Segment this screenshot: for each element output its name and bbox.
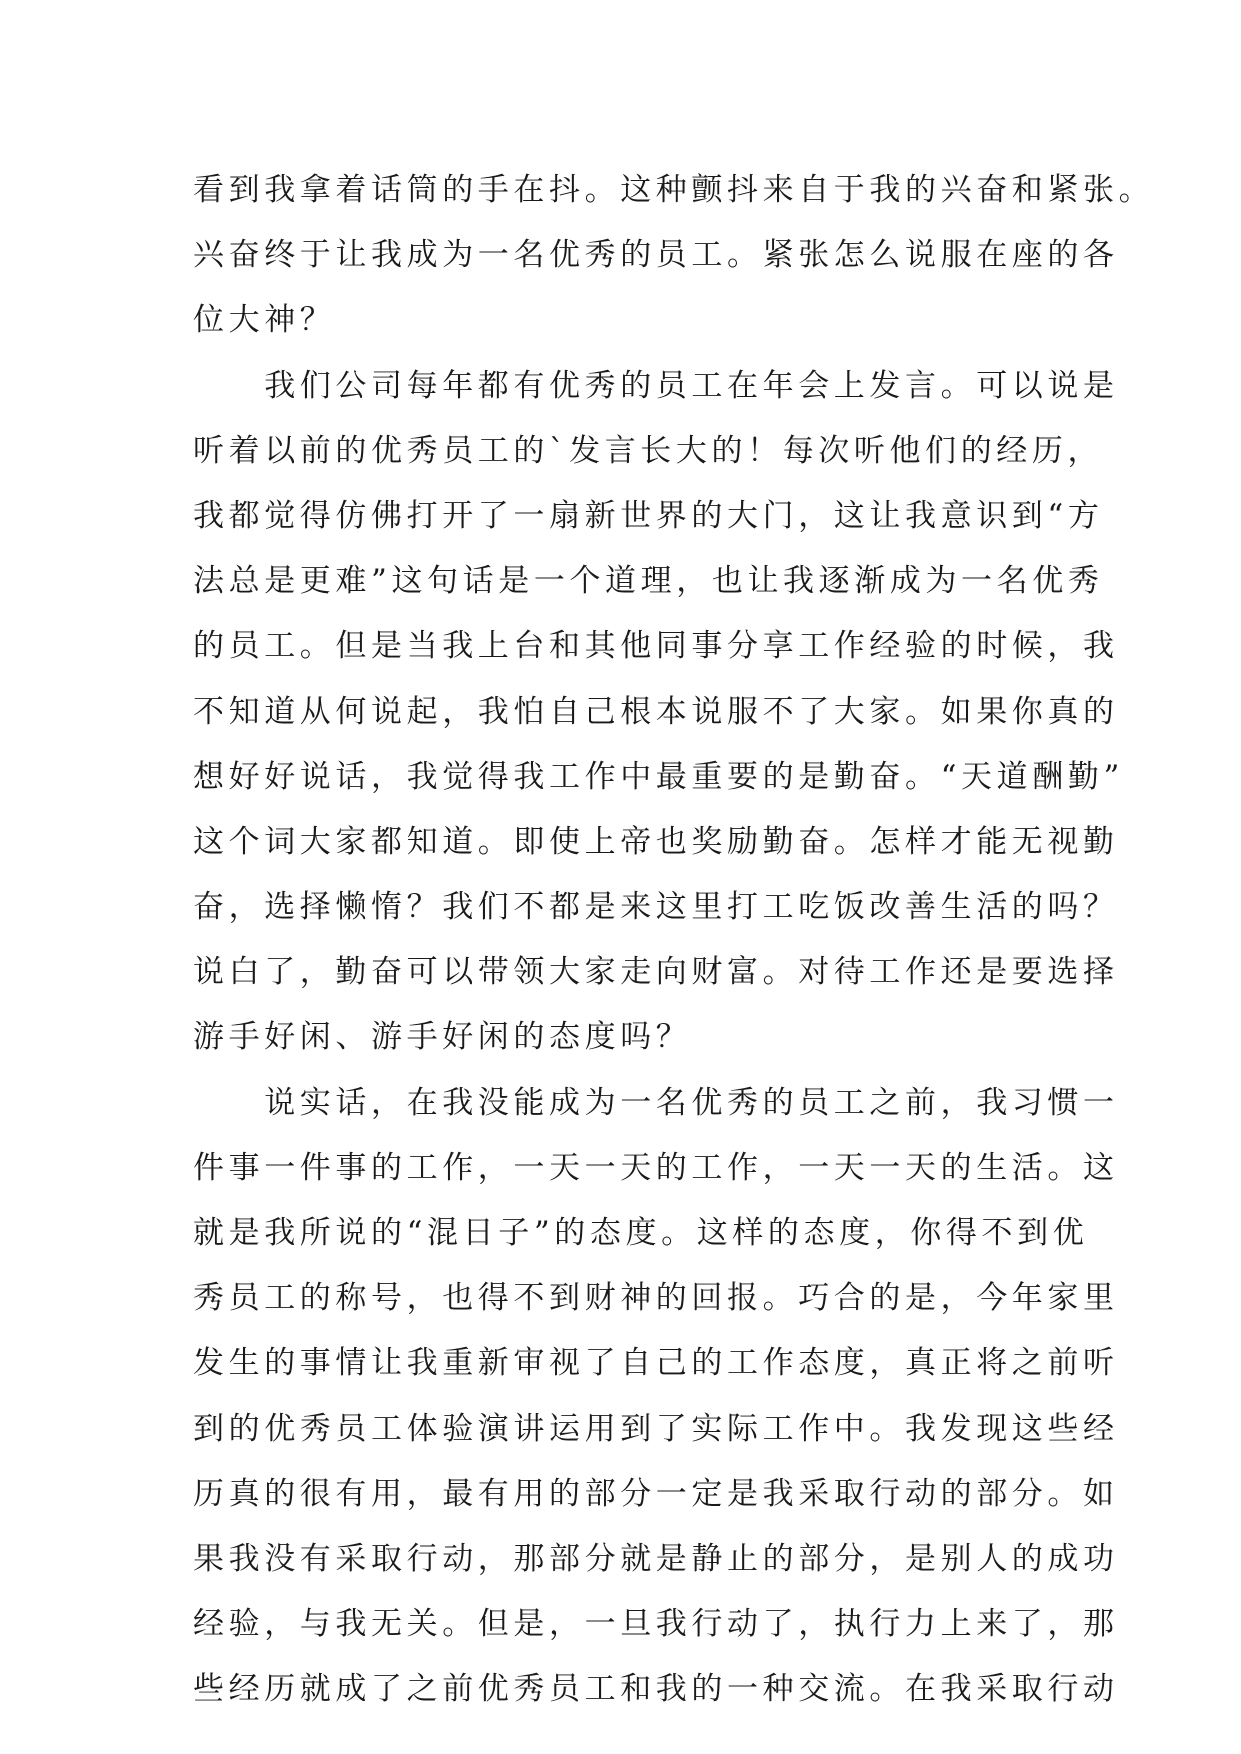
text-line: 我都觉得仿佛打开了一扇新世界的大门，这让我意识到“方	[193, 497, 1104, 534]
text-line: 我们公司每年都有优秀的员工在年会上发言。可以说是	[193, 367, 1119, 404]
text-line: 奋，选择懒惰？我们不都是来这里打工吃饭改善生活的吗？	[193, 889, 1119, 926]
text-line: 说白了，勤奋可以带领大家走向财富。对待工作还是要选择	[193, 954, 1119, 991]
text-line: 件事一件事的工作，一天一天的工作，一天一天的生活。这	[193, 1149, 1119, 1186]
text-line: 果我没有采取行动，那部分就是静止的部分，是别人的成功	[193, 1540, 1119, 1577]
text-line: 的员工。但是当我上台和其他同事分享工作经验的时候，我	[193, 628, 1119, 665]
text-line: 些经历就成了之前优秀员工和我的一种交流。在我采取行动	[193, 1671, 1119, 1708]
text-line: 历真的很有用，最有用的部分一定是我采取行动的部分。如	[193, 1475, 1119, 1512]
text-line: 听着以前的优秀员工的`发言长大的！每次听他们的经历，	[193, 432, 1104, 469]
text-line: 说实话，在我没能成为一名优秀的员工之前，我习惯一	[193, 1084, 1119, 1121]
text-line: 游手好闲、游手好闲的态度吗？	[193, 1019, 692, 1056]
body-text	[193, 158, 1155, 1723]
text-line: 发生的事情让我重新审视了自己的工作态度，真正将之前听	[193, 1345, 1119, 1382]
text-line: 经验，与我无关。但是，一旦我行动了，执行力上来了，那	[193, 1606, 1119, 1643]
text-line: 到的优秀员工体验演讲运用到了实际工作中。我发现这些经	[193, 1410, 1119, 1447]
text-line: 兴奋终于让我成为一名优秀的员工。紧张怎么说服在座的各	[193, 237, 1119, 274]
text-line: 秀员工的称号，也得不到财神的回报。巧合的是，今年家里	[193, 1280, 1119, 1317]
text-line: 看到我拿着话筒的手在抖。这种颤抖来自于我的兴奋和紧张。	[193, 172, 1155, 208]
text-line: 就是我所说的“混日子”的态度。这样的态度，你得不到优	[193, 1215, 1089, 1251]
text-line: 法总是更难”这句话是一个道理，也让我逐渐成为一名优秀	[193, 563, 1104, 600]
text-line: 位大神？	[193, 302, 336, 339]
text-line: 想好好说话，我觉得我工作中最重要的是勤奋。“天道酬勤”	[193, 758, 1124, 795]
text-line: 这个词大家都知道。即使上帝也奖励勤奋。怎样才能无视勤	[193, 823, 1119, 860]
text-line: 不知道从何说起，我怕自己根本说服不了大家。如果你真的	[193, 693, 1119, 730]
